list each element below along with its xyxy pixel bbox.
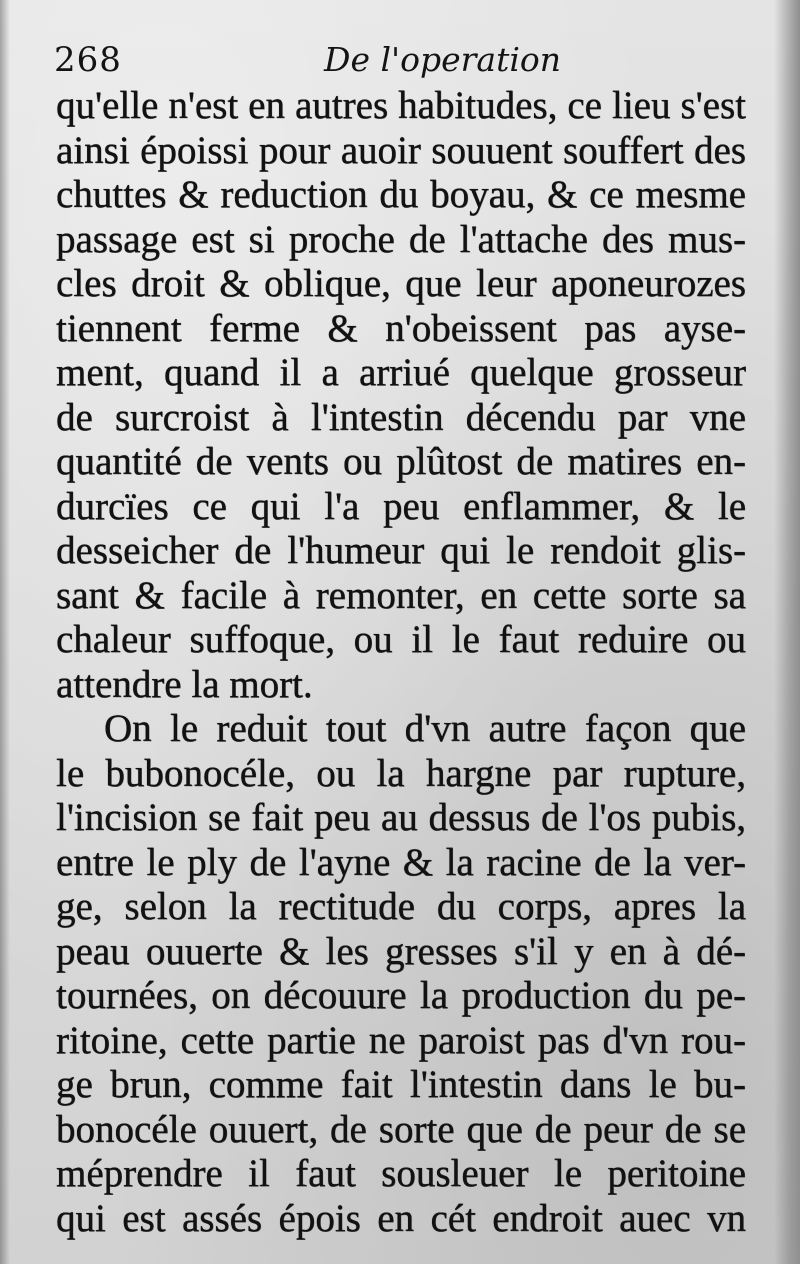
text-line: desseicher de l'humeur qui le rendoit glis- [56, 529, 746, 572]
text-line: tiennent ferme & n'obeissent pas ayse- [56, 306, 746, 350]
text-line: entre le ply de l'ayne & la racine de la ver- [56, 840, 746, 884]
body-text [56, 84, 746, 1241]
text-line: ment, quand il a arriué quelque grosseur [56, 351, 746, 394]
page-gutter-shadow [0, 0, 10, 1264]
text-line: passage est si proche de l'attache des mus- [56, 217, 746, 261]
text-line: l'incision se fait peu au dessus de l'os pubis, [56, 796, 746, 839]
text-line: ritoine, cette partie ne paroist pas d'vn rou- [56, 1018, 746, 1062]
running-head [54, 34, 744, 84]
page-number: 268 [54, 40, 122, 80]
text-line: ge brun, comme fait l'intestin dans le bu- [56, 1063, 746, 1106]
running-title: De l'operation [324, 40, 562, 79]
text-line: chaleur suffoque, ou il le faut reduire ou [56, 618, 746, 661]
text-line: méprendre il faut sousleuer le peritoine [56, 1152, 746, 1195]
text-line: le bubonocéle, ou la hargne par rupture, [56, 751, 746, 795]
text-line: tournées, on découure la production du pe- [56, 974, 746, 1017]
text-line: quantité de vents ou plûtost de matires en- [56, 440, 746, 483]
text-line-paragraph-start: On le reduit tout d'vn autre façon que [104, 707, 746, 750]
text-line: peau ouuerte & les gresses s'il y en à dé- [56, 929, 746, 973]
text-line: de surcroist à l'intestin décendu par vne [56, 395, 746, 439]
text-line: bonocéle ouuert, de sorte que de peur de se [56, 1107, 746, 1151]
page-edge-shadow [774, 0, 800, 1264]
text-line: ainsi époissi pour auoir souuent souffert des [56, 128, 746, 172]
text-line-paragraph-end: attendre la mort. [56, 662, 313, 706]
text-line: ge, selon la rectitude du corps, apres la [56, 885, 746, 928]
text-line: durcïes ce qui l'a peu enflammer, & le [56, 484, 746, 528]
text-line: sant & facile à remonter, en cette sorte sa [56, 573, 746, 617]
text-line: qu'elle n'est en autres habitudes, ce lieu s'est [56, 84, 746, 127]
text-line: cles droit & oblique, que leur aponeurozes [56, 262, 746, 305]
text-line: qui est assés épois en cét endroit auec vn [56, 1196, 746, 1240]
text-line: chuttes & reduction du boyau, & ce mesme [56, 173, 746, 216]
